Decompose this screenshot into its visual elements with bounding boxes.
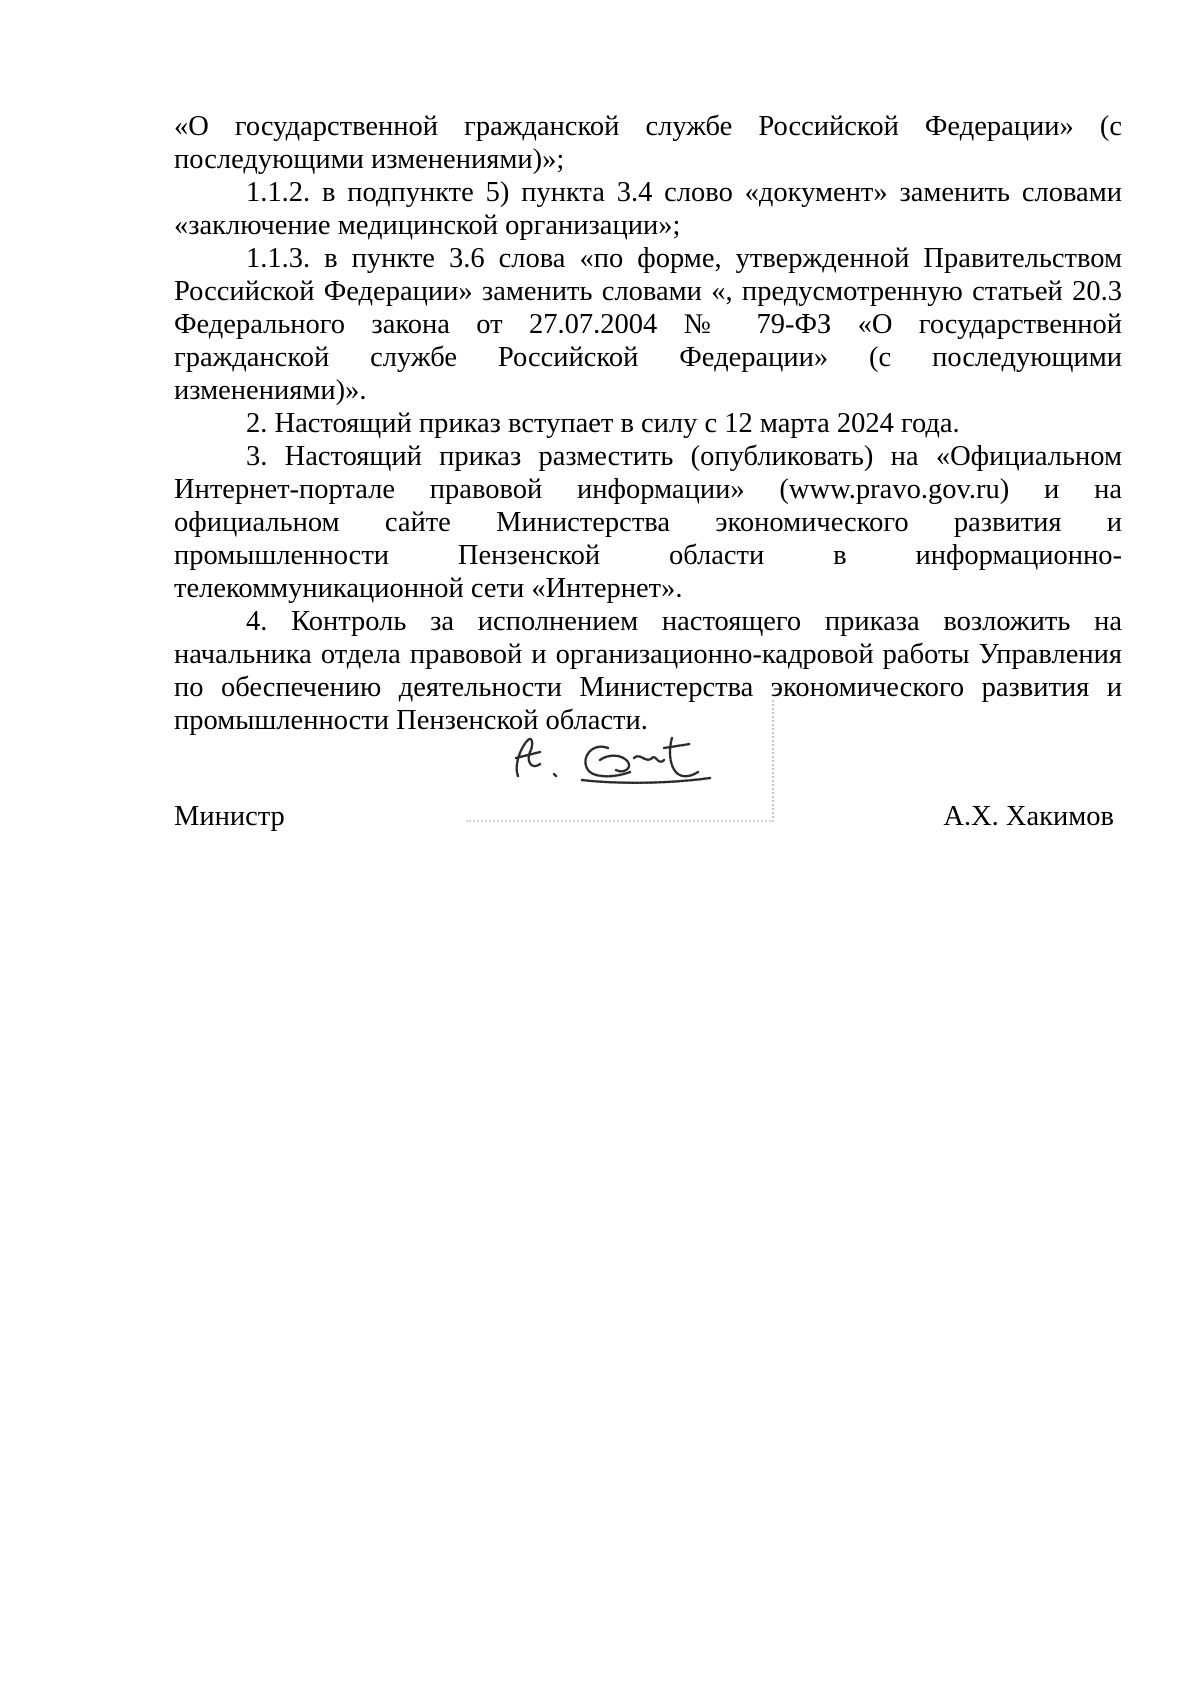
signature-stamp-frame bbox=[466, 700, 774, 822]
document-body bbox=[174, 110, 1122, 737]
paragraph-3: 3. Настоящий приказ разместить (опубликовать) на «Официальном Интернет-портале правовой информации» (www.pravo.gov.ru) и на официальном сайте Министерства экономического развития и промышленности Пензенской области в информационно-телекоммуникационной сети «Интернет». bbox=[174, 441, 1122, 604]
signatory-name: А.Х. Хакимов bbox=[943, 801, 1114, 832]
handwritten-signature bbox=[496, 718, 726, 798]
paragraph-2: 2. Настоящий приказ вступает в силу с 12 марта 2024 года. bbox=[246, 408, 960, 439]
signatory-position: Министр bbox=[174, 801, 285, 832]
paragraph-1-1-3: 1.1.3. в пункте 3.6 слова «по форме, утвержденной Правительством Российской Федерации» заменить словами «, предусмотренную статьей 20.3 Федерального закона от 27.07.2004 № 79-ФЗ «О государственной гражданской службе Российской Федерации» (с последующими изменениями)». bbox=[174, 243, 1122, 406]
paragraph-4: 4. Контроль за исполнением настоящего приказа возложить на начальника отдела правовой и организационно-кадровой работы Управления по обеспечению деятельности Министерства экономического развития и промышленности Пензенской области. bbox=[174, 606, 1122, 736]
signature-block bbox=[174, 700, 1122, 840]
paragraph-law-reference: «О государственной гражданской службе Российской Федерации» (с последующими изменениями)»; bbox=[174, 111, 1122, 175]
paragraph-1-1-2: 1.1.2. в подпункте 5) пункта 3.4 слово «документ» заменить словами «заключение медицинской организации»; bbox=[174, 177, 1122, 241]
